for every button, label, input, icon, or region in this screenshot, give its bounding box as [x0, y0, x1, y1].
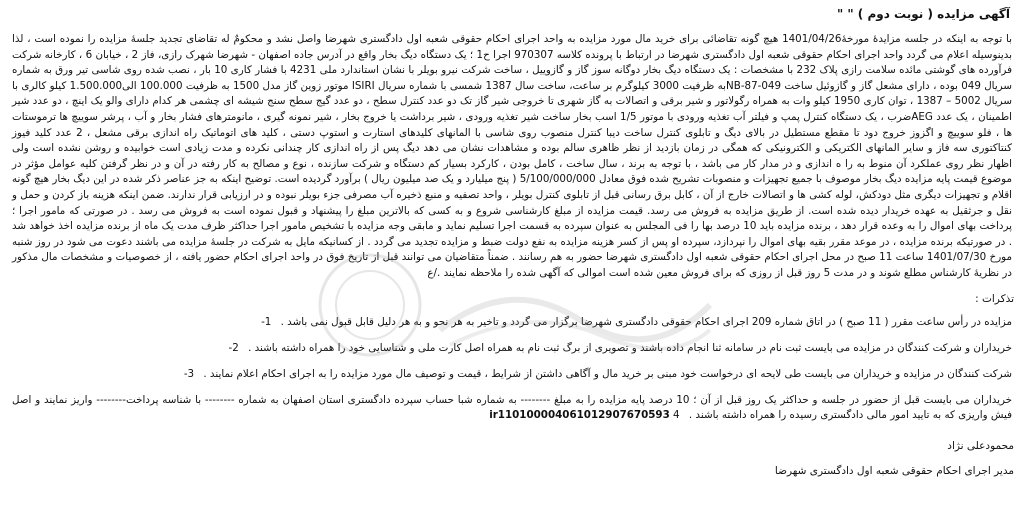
- signer-name: محمودعلی نژاد: [947, 439, 1014, 452]
- notes-heading: تذکرات :: [975, 292, 1014, 305]
- note-item: [10, 341, 1014, 356]
- notice-body: با توجه به اینکه در جلسه مزایدۀ مورخۀ1401/04/26 هیچ گونه تقاضائی برای خرید مال مورد مزایده به واحد اجرای احکام حقوقی شعبه اول دادگستری شهرضا واصل نشد و محکومٌ له تقاضای تجدید جلسۀ مزایده را نموده است ، لذا بدینوسیله اعلام می گردد واحد اجرای احکام حقوقی شعبه اول دادگستری شهرضا در ارتباط با پرونده کلاسه 970307 اجرا ح1 ؛ یک دستگاه دیگ بخار واقع در آدرس جاده اصفهان - شهرضا شهرک رازی، فاز 2 ، خیابان 6 ، کارخانه شرکت فرآورده های گوشتی مائده سلامت رازی پلاک 232 با مشخصات : یک دستگاه دیگ بخار دوگانه سوز گاز و گازوییل ، ساخت شرکت نیرو بویلر با نشان استاندارد ملی 4231 با فشار کاری 10 بار ، نصب شده روی شاسی تیر ورق به شماره سریال 049 بوده ، دارای مشعل گاز و گازوئیل ساخت NB-87-049به ظرفیت 3000 کیلوگرم بر ساعت، ساخت سال 1387 شمسی با شماره سریال ISIRI موتور زوین گاز مدل 1500 به ظرفیت 100.000 الی1.500.000 کیلو کالری با سریال 5002 – 1387 ، توان کاری 1950 کیلو وات به همراه رگولاتور و شیر برقی و اتصالات به گاز شهری تا خروجی شیر گاز تک دو عدد کنترل سطح ، دو عدد گیج سطح سنج شیشه ای چشمی هر کدام دارای والو یک اینچ ، دو عدد شیر اطمینان ، یک عدد AEGضرب ، یک دستگاه کنترل پمپ و فیلتر آب تغذیه ورودی با موتور 1/5 اسب بخار ساخت شیر تغذیه ورودی ، شیر برداشت یا خروج بخار ، شیر نمونه گیری ، مانومترهای فشار بخار و آب ، پرشر سوییچ ها ترموستات ها ، فلو سوییچ و اگزوز خروج دود تا مقطع مستطیل در بالای دیگ و تابلوی کنترل ساخت دیبا کنترل منصوب روی شاسی با المانهای کلیدهای استارت و استوپ دستی ، کلید های اتوماتیک راه اندازی برقی مشعل ، 2 عدد کلید فیوز کنتاکتوری سه فاز و سایر المانهای الکتریکی و الکترونیکی که همگی در زمان بازدید از نظر ظاهری سالم بوده و مشاهدات نشان می دهد دیگ پس از راه اندازی کار چندانی نکرده و مدت زیادی است خوابیده و روشن نشده است ولی اظهار نظر روی عملکرد آن منوط به را ه اندازی و در مدار کار می باشد ، با توجه به برند ، سال ساخت ، کامل بودن ، کارکرد بسیار کم دستگاه و شرکت سازنده ، نوع و مصالح به کار رفته در آن و در نظر گرفتن کلیه عوامل مؤثر در موضوع قیمت پایه مزایده دیگ بخار موصوف با جمیع تجهیزات و منصوبات تشریح شده فوق معادل 5/100/000/000 ( پنج میلیارد و یک صد میلیون ریال ) برآورد گردیده است. توضیح اینکه به جز عناصر ذکر شده در این دیگ بخار هیچ گونه اقلام و تجهیزات دیگری مثل دودکش، لوله کشی ها و اتصالات خارج از آن ، کابل برق رسانی قبل از تابلوی کنترل بویلر ، واحد تصفیه و منبع ذخیره آب مصرفی جزء بویلر نبوده و در ارزیابی قرار ندارند. ضمن اینکه هزینه باز کردن و حمل و نقل و جرثقیل به عهده خریدار دیده شده است. از طریق مزایده به فروش می رسد. قیمت مزایده از مبلغ کارشناسی شروع و به کسی که بالاترین مبلغ را پیشنهاد و قبول نموده است به فروش می رسد . در صورتی که مامور اجرا ؛ پرداخت بهای اموال را به وعده قرار دهد ، برنده مزایده باید 10 درصد بها را فی المجلس به عنوان سپرده به قسمت اجرا تسلیم نماید و مابقی وجه مزایده با تشخیص مامور اجرا حداکثر ظرف مدت یک ماه از برنده مزایده اخذ خواهد شد . در صورتیکه برنده مزایده ، در موعد مقرر بقیه بهای اموال را نپردازد، سپرده او پس از کسر هزینه مزایده به نفع دولت ضبط و مزایده تجدید می گردد . از کسانیکه مایل به شرکت در جلسۀ مزایده می باشند دعوت می شود در روز شنبه مورخ 1401/07/30 ساعت 11 صبح در محل اجرای احکام حقوقی شعبه اول دادگستری شهرضا حضور به هم رسانند . ضمناً متقاضیان می توانند قبل از تاریخ فوق در واحد اجرای احکام حضور یافته ، از خصوصیات و مشخصات مال مذکور در نظریۀ کارشناس مطلع شوند و در مدت 5 روز قبل از روزی که برای فروش معین شده است اموالی که آگهی شده را ملاحظه نمایند ./ع: [12, 33, 1013, 279]
- note-text: شرکت کنندگان در مزایده و خریداران می بایست طی لایحه ای درخواست خود مبنی بر خرید مال و آگاهی داشتن از شرایط ، قیمت و توصیف مال مورد مزایده را به اجرای احکام اعلام نمایند .: [203, 367, 1012, 380]
- note-item: [10, 315, 1014, 330]
- note-text: مزایده در رأس ساعت مقرر ( 11 صبح ) در اتاق شماره 209 اجرای احکام حقوقی دادگستری شهرضا برگزار می گردد و تاخیر به هر نحو و به هر دلیل قابل قبول نمی باشد .: [280, 315, 1012, 328]
- note-number: 2-: [228, 341, 239, 354]
- note-number: 4: [673, 408, 680, 421]
- note-item: [10, 367, 1014, 382]
- note-number: 3-: [183, 367, 195, 380]
- note-text: خریداران می بایست قبل از حضور در جلسه و حداکثر یک روز قبل از آن ؛ 10 درصد پایه مزایده را به مبلغ -------- به شماره شبا حساب سپرده دادگستری استان اصفهان به شماره -------- با شناسه پرداخت-------- واریز نمایند و اصل فیش واریزی که به تایید امور مالی دادگستری رسیده را همراه داشته باشند .: [12, 393, 1013, 421]
- note-text: خریداران و شرکت کنندگان در مزایده می بایست ثبت نام در سامانه ثنا انجام داده باشند و تصویری از برگ ثبت نام به همراه اصل کارت ملی و شناسایی خود را همراه داشته باشند .: [248, 341, 1012, 354]
- note-number: 1-: [261, 315, 272, 328]
- note-item: [10, 393, 1014, 423]
- notice-title: آگهی مزایده ( نوبت دوم ) " ": [836, 7, 1010, 21]
- signer-title: مدیر اجرای احکام حقوقی شعبه اول دادگستری شهرضا: [774, 464, 1014, 477]
- sheba-account-number: ir110100004061012907670593: [489, 408, 670, 421]
